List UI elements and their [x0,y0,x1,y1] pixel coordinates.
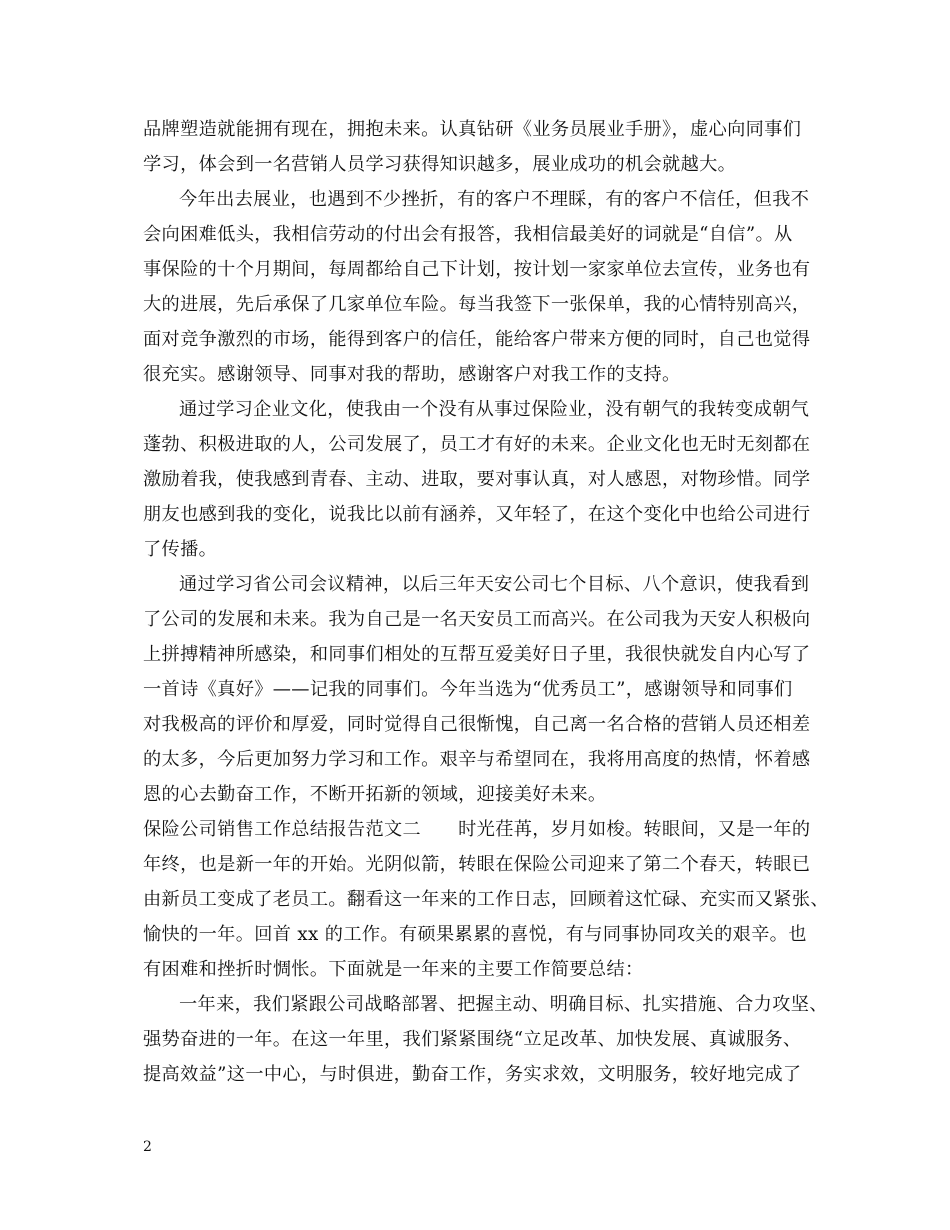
text-line-1: 品牌塑造就能拥有现在，拥抱未来。认真钻研《业务员展业手册》，虚心向同事们 [143,119,802,140]
text-line-10: 蓬勃、积极进取的人，公司发展了，员工才有好的未来。企业文化也无时无刻都在 [143,434,811,455]
text-line-27: 强势奋进的一年。在这一年里，我们紧紧围绕“立足改革、加快发展、真诚服务、 [143,1029,802,1050]
text-line-24: 愉快的一年。回首 xx 的工作。有硕果累累的喜悦，有与同事协同攻关的艰辛。也 [143,924,807,945]
text-line-6: 大的进展，先后承保了几家单位车险。每当我签下一张保单，我的心情特别高兴， [143,294,811,315]
text-line-19: 的太多，今后更加努力学习和工作。艰辛与希望同在，我将用高度的热情，怀着感 [143,749,811,770]
text-line-25: 有困难和挫折时惆怅。下面就是一年来的主要工作简要总结： [143,959,644,980]
text-line-23: 由新员工变成了老员工。翻看这一年来的工作日志，回顾着这忙碌、充实而又紧张、 [143,889,829,910]
text-line-14: 通过学习省公司会议精神，以后三年天安公司七个目标、八个意识，使我看到 [179,574,810,595]
text-line-7: 面对竞争激烈的市场，能得到客户的信任，能给客户带来方便的同时，自己也觉得 [143,329,811,350]
text-line-17: 一首诗《真好》——记我的同事们。今年当选为“优秀员工”，感谢领导和同事们 [143,679,793,700]
text-line-8: 很充实。感谢领导、同事对我的帮助，感谢客户对我工作的支持。 [143,364,681,385]
text-line-20: 恩的心去勤奋工作，不断开拓新的领域，迎接美好未来。 [143,784,607,805]
text-line-12: 朋友也感到我的变化，说我比以前有涵养，又年轻了，在这个变化中也给公司进行 [143,504,811,525]
text-line-13: 了传播。 [143,539,218,560]
text-line-4: 会向困难低头，我相信劳动的付出会有报答，我相信最美好的词就是“自信”。从 [143,224,793,245]
text-line-26: 一年来，我们紧跟公司战略部署、把握主动、明确目标、扎实措施、合力攻坚、 [179,994,828,1015]
text-line-15: 了公司的发展和未来。我为自己是一名天安员工而高兴。在公司我为天安人积极向 [143,609,811,630]
text-line-11: 激励着我，使我感到青春、主动、进取，要对事认真，对人感恩，对物珍惜。同学 [143,469,811,490]
page-number: 2 [143,1139,152,1155]
text-line-3: 今年出去展业，也遇到不少挫折，有的客户不理睬，有的客户不信任，但我不 [179,189,810,210]
text-line-22: 年终，也是新一年的开始。光阴似箭，转眼在保险公司迎来了第二个春天，转眼已 [143,854,811,875]
text-line-9: 通过学习企业文化，使我由一个没有从事过保险业，没有朝气的我转变成朝气 [179,399,810,420]
text-line-18: 对我极高的评价和厚爱，同时觉得自己很惭愧，自己离一名合格的营销人员还相差 [143,714,811,735]
text-line-16: 上拼搏精神所感染，和同事们相处的互帮互爱美好日子里，我很快就发自内心写了 [143,644,811,665]
text-line-21: 保险公司销售工作总结报告范文二 时光荏苒，岁月如梭。转眼间，又是一年的 [143,819,811,840]
text-line-28: 提高效益”这一中心，与时俱进，勤奋工作，务实求效，文明服务，较好地完成了 [143,1064,802,1085]
text-line-5: 事保险的十个月期间，每周都给自己下计划，按计划一家家单位去宣传，业务也有 [143,259,811,280]
text-line-2: 学习，体会到一名营销人员学习获得知识越多，展业成功的机会就越大。 [143,154,737,175]
